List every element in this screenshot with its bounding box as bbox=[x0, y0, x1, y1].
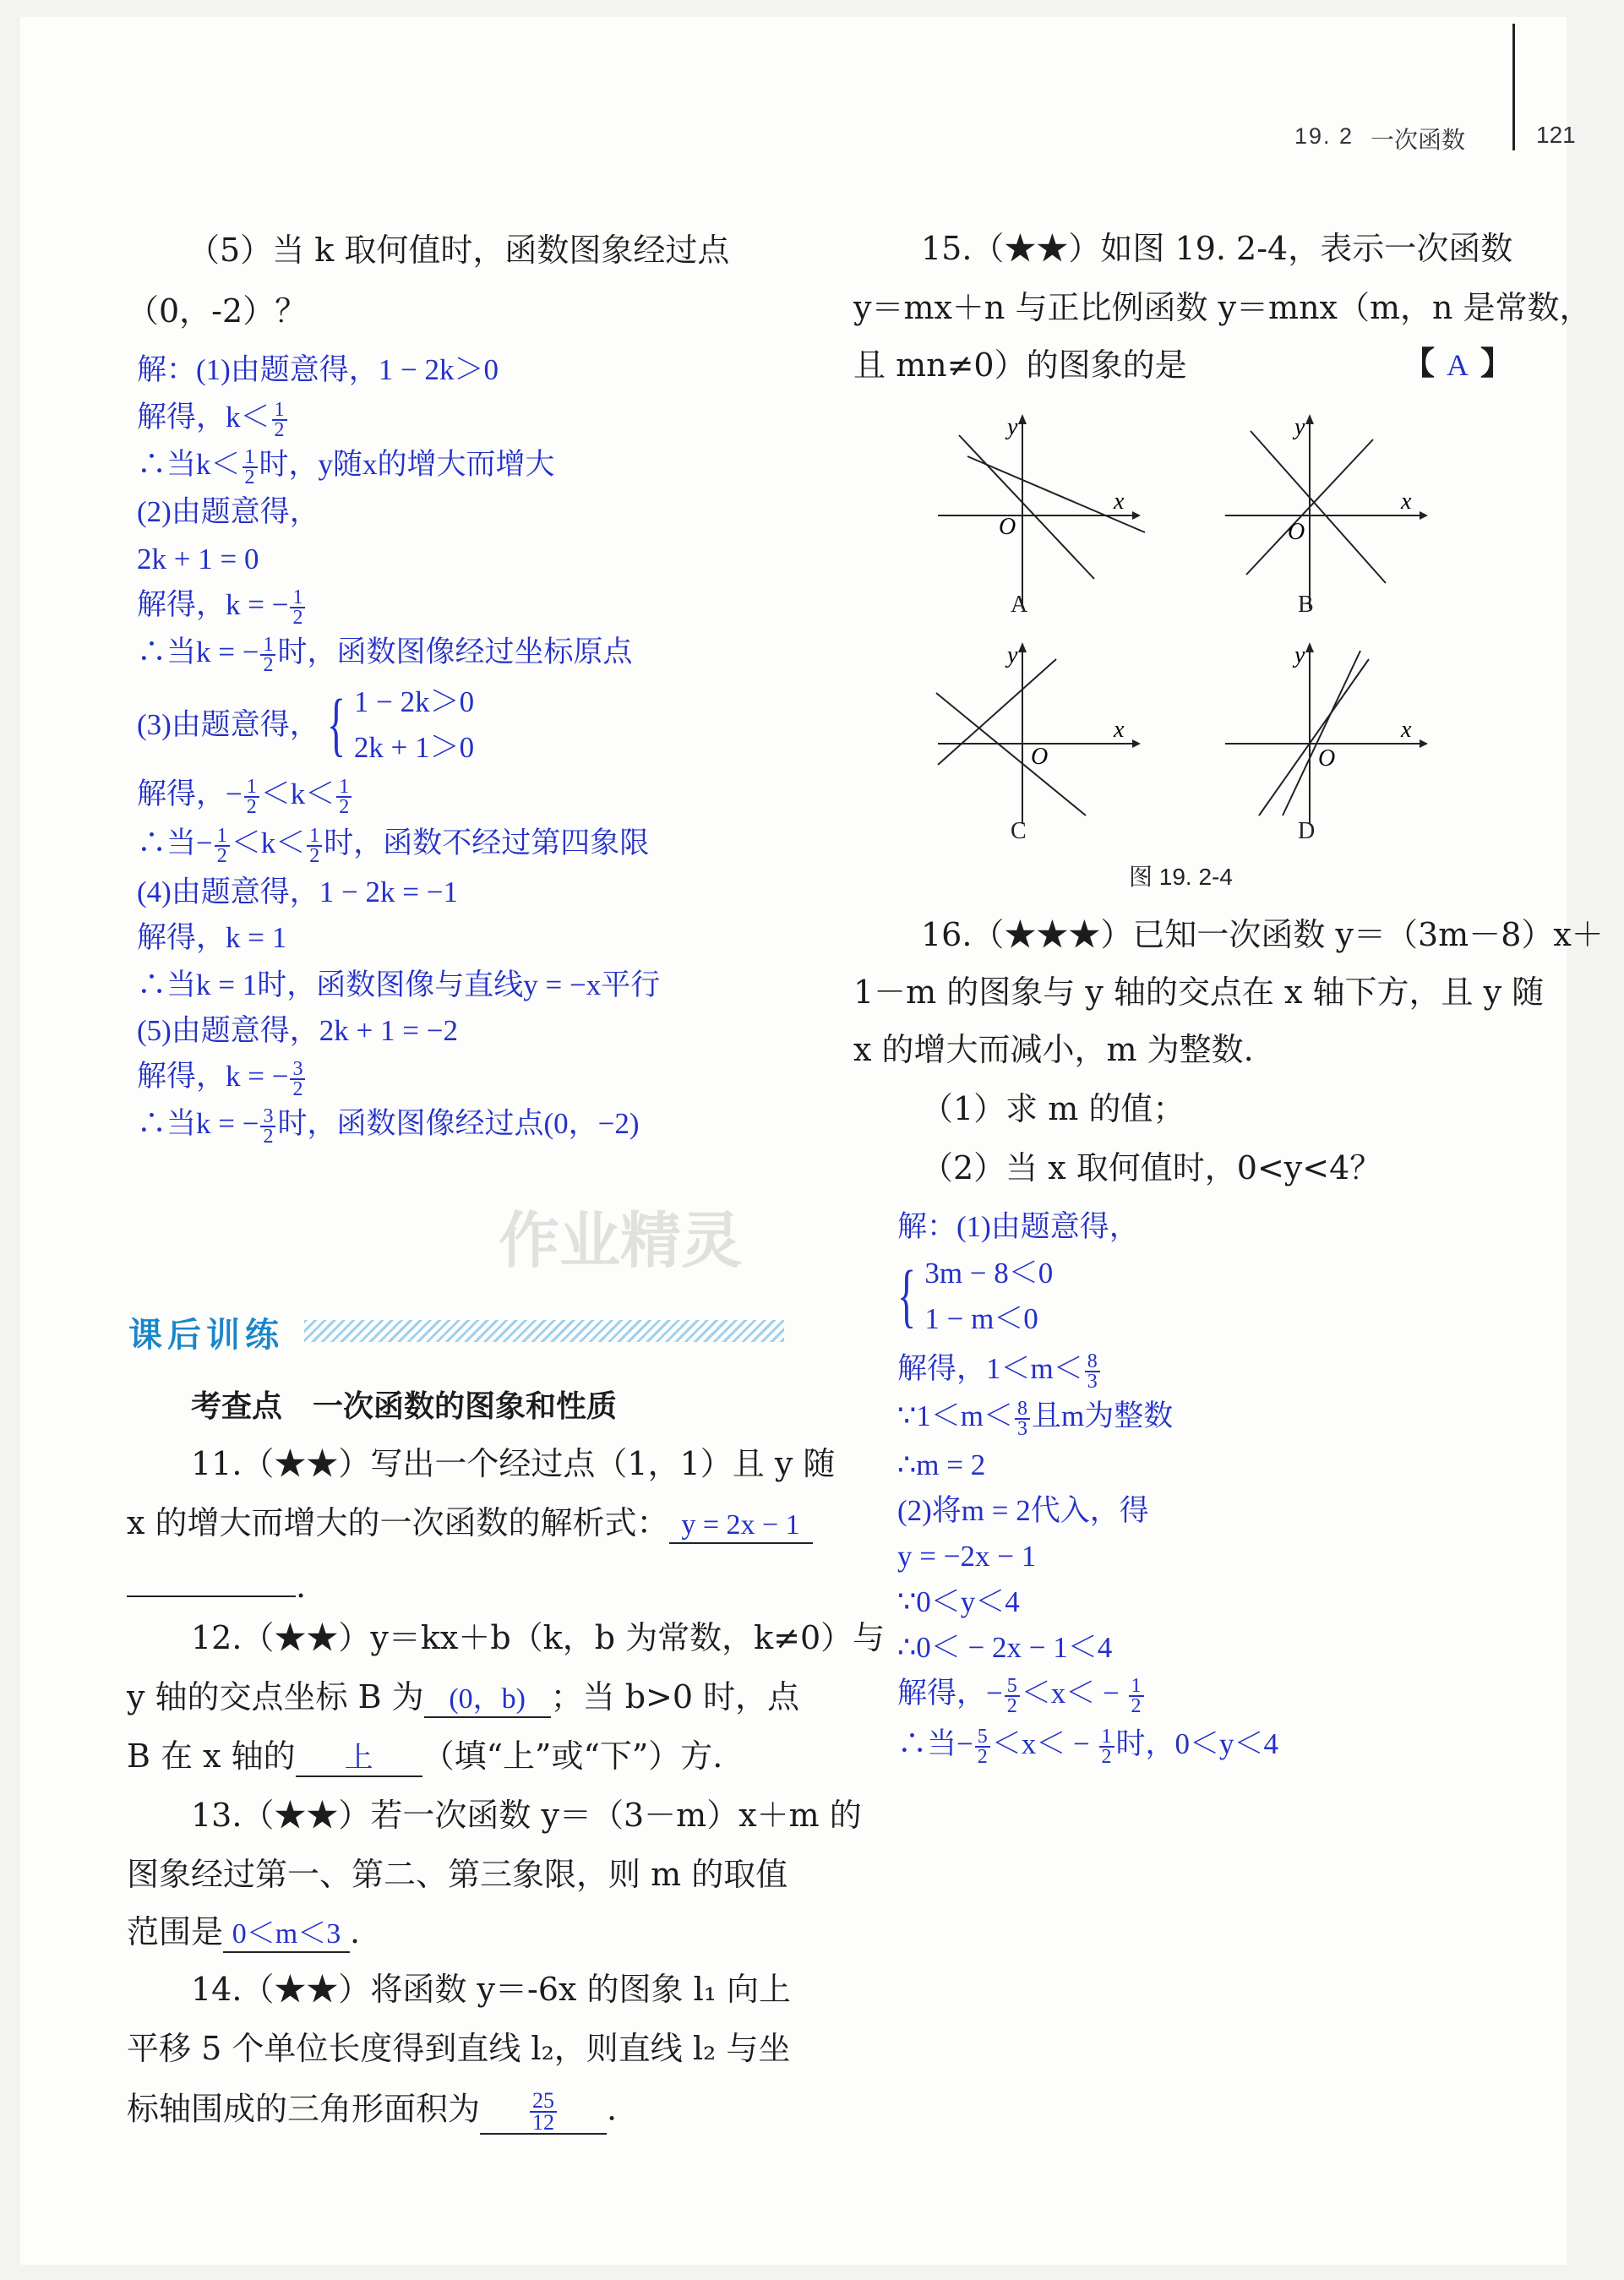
line-2 bbox=[1259, 659, 1369, 815]
y-axis-arrow bbox=[1018, 414, 1027, 424]
q16-solution-system bbox=[897, 1251, 1053, 1342]
fraction: $\frac{3}{2}$ bbox=[290, 1060, 305, 1099]
y-axis-arrow bbox=[1305, 414, 1314, 424]
y-axis-label: y bbox=[1007, 414, 1018, 440]
y-axis-label: y bbox=[1294, 414, 1305, 440]
inequality-system: { 1 − 2k＞0 2k + 1＞0 bbox=[326, 685, 475, 764]
header-section-number: 19. 2 bbox=[1294, 123, 1354, 149]
y-axis-label: y bbox=[1294, 642, 1305, 668]
q5-solution-line6: 解得，k = − $\frac{1}{2}$ bbox=[137, 588, 307, 627]
graph-a bbox=[929, 406, 1149, 617]
q16-part2: （2）当 x 取何值时，0<y<4？ bbox=[921, 1149, 1382, 1186]
q16-solution-line9: ∴0＜ − 2x − 1＜4 bbox=[897, 1631, 1113, 1664]
q5-solution-line1: 解：(1)由题意得，1 − 2k＞0 bbox=[137, 353, 499, 386]
q16-solution-line7: y = −2x − 1 bbox=[897, 1540, 1037, 1573]
q15-answer-bracket-left: 【 bbox=[1403, 344, 1436, 382]
q5-solution-line13: ∴当k = 1时，函数图像与直线y = −x平行 bbox=[137, 968, 661, 1001]
origin-label: O bbox=[1031, 744, 1049, 770]
figure-caption: 图 19. 2-4 bbox=[1129, 864, 1233, 890]
q16-solution-line1: 解：(1)由题意得， bbox=[897, 1210, 1139, 1243]
graph-b-label: B bbox=[1298, 592, 1314, 618]
origin-label: O bbox=[1318, 745, 1336, 772]
x-axis-arrow bbox=[1420, 511, 1428, 520]
line-1 bbox=[936, 693, 1086, 815]
q14-line2: 平移 5 个单位长度得到直线 l₂，则直线 l₂ 与坐 bbox=[127, 2030, 791, 2067]
q5-text-line2: （0，-2）？ bbox=[127, 292, 308, 330]
page-number: 121 bbox=[1536, 122, 1576, 148]
fraction: $\frac{3}{2}$ bbox=[260, 1107, 275, 1146]
x-axis-label: x bbox=[1401, 488, 1412, 515]
section-title-hatch-bar bbox=[304, 1320, 784, 1342]
q5-solution-line12: 解得，k = 1 bbox=[137, 921, 287, 954]
q16-line2: 1－m 的图象与 y 轴的交点在 x 轴下方，且 y 随 bbox=[853, 974, 1545, 1011]
q11-line2: x 的增大而增大的一次函数的解析式： y = 2x − 1 bbox=[127, 1506, 813, 1544]
graph-b bbox=[1217, 406, 1436, 617]
q5-solution-line11: (4)由题意得，1 − 2k = −1 bbox=[137, 875, 459, 908]
fraction: $\frac{1}{2}$ bbox=[244, 777, 259, 816]
y-axis-label: y bbox=[1007, 642, 1018, 668]
x-axis-label: x bbox=[1114, 717, 1125, 743]
q13-line2: 图象经过第一、第二、第三象限，则 m 的取值 bbox=[127, 1856, 788, 1893]
q5-solution-line15: 解得，k = − $\frac{3}{2}$ bbox=[137, 1060, 307, 1099]
q5-solution-line2: 解得，k＜ $\frac{1}{2}$ bbox=[137, 401, 289, 439]
fraction: $\frac{1}{2}$ bbox=[272, 401, 287, 439]
q5-solution-line10: ∴当− $\frac{1}{2}$ ＜k＜ $\frac{1}{2}$ 时，函数不经过第四象限 bbox=[137, 825, 650, 867]
fraction: $\frac{5}{2}$ bbox=[1005, 1677, 1020, 1715]
q11-answer-blank-continued bbox=[127, 1565, 296, 1597]
header-chapter-title: 一次函数 bbox=[1371, 127, 1466, 153]
q5-solution-line8: (3)由题意得， { 1 − 2k＞0 2k + 1＞0 bbox=[137, 679, 474, 771]
fraction: $\frac{1}{2}$ bbox=[307, 826, 322, 865]
fraction: $\frac{1}{2}$ bbox=[290, 588, 305, 627]
fraction: $\frac{1}{2}$ bbox=[260, 635, 275, 674]
line-1 bbox=[1283, 651, 1360, 815]
q16-solution-line8: ∵0＜y＜4 bbox=[897, 1585, 1020, 1618]
q16-solution-line4: ∵1＜m＜ $\frac{8}{3}$ 且m为整数 bbox=[897, 1398, 1174, 1440]
y-axis-arrow bbox=[1018, 642, 1027, 652]
q5-solution-line5: 2k + 1 = 0 bbox=[137, 543, 259, 575]
q5-solution-line7: ∴当k = − $\frac{1}{2}$ 时，函数图像经过坐标原点 bbox=[137, 634, 633, 676]
fraction: $\frac{1}{2}$ bbox=[243, 448, 258, 487]
graph-a-label: A bbox=[1011, 592, 1028, 618]
q12-answer-blank-1: (0，b) bbox=[424, 1680, 551, 1718]
q11-line1: 11.（★★）写出一个经过点（1，1）且 y 随 bbox=[191, 1445, 836, 1482]
graph-d bbox=[1217, 634, 1436, 828]
x-axis-arrow bbox=[1132, 739, 1141, 748]
graph-c-label: C bbox=[1011, 818, 1027, 844]
q15-line3: 且 mn≠0）的图象的是 bbox=[853, 346, 1187, 384]
origin-label: O bbox=[1288, 519, 1305, 545]
q16-solution-line6: (2)将m = 2代入，得 bbox=[897, 1494, 1149, 1527]
q15-line1: 15.（★★）如图 19. 2-4，表示一次函数 bbox=[921, 230, 1513, 267]
q5-solution-line4: (2)由题意得， bbox=[137, 495, 319, 528]
q14-answer-blank: $\frac{25}{12}$ bbox=[480, 2091, 607, 2135]
line-1 bbox=[959, 435, 1094, 579]
q16-solution-line10: 解得，− $\frac{5}{2}$ ＜x＜ − $\frac{1}{2}$ bbox=[897, 1677, 1146, 1715]
x-axis-label: x bbox=[1114, 488, 1125, 515]
graph-c bbox=[929, 634, 1149, 828]
fraction: $\frac{1}{2}$ bbox=[1099, 1727, 1114, 1766]
q12-line3: B 在 x 轴的 上 （填“上”或“下”）方. bbox=[127, 1739, 722, 1777]
q15-answer-bracket-right: 】 bbox=[1480, 344, 1513, 382]
fraction: $\frac{8}{3}$ bbox=[1085, 1352, 1100, 1391]
y-axis-arrow bbox=[1305, 642, 1314, 652]
section-title: 课后训练 bbox=[128, 1316, 284, 1355]
watermark-logo: 作业精灵 bbox=[499, 1205, 743, 1276]
q16-line1: 16.（★★★）已知一次函数 y＝（3m－8）x＋ bbox=[921, 916, 1604, 953]
q5-text-line1: （5）当 k 取何值时，函数图象经过点 bbox=[188, 232, 730, 269]
q12-answer-blank-2: 上 bbox=[296, 1739, 422, 1777]
q15-answer: A bbox=[1447, 348, 1469, 382]
fraction: $\frac{1}{2}$ bbox=[215, 826, 230, 865]
q13-answer-blank: 0＜m＜3 bbox=[223, 1915, 350, 1953]
x-axis-arrow bbox=[1132, 511, 1141, 520]
q15-line2: y＝mx＋n 与正比例函数 y＝mnx（m，n 是常数， bbox=[853, 289, 1592, 326]
q5-solution-line3: ∴当k＜ $\frac{1}{2}$ 时，y随x的增大而增大 bbox=[137, 446, 555, 488]
inequality-system: { 3m − 8＜0 1 − m＜0 bbox=[897, 1257, 1054, 1335]
q12-line2: y 轴的交点坐标 B 为 (0，b) ；当 b>0 时，点 bbox=[127, 1680, 799, 1718]
q5-solution-line14: (5)由题意得，2k + 1 = −2 bbox=[137, 1014, 459, 1047]
q11-line3: . bbox=[127, 1565, 306, 1603]
fraction: $\frac{1}{2}$ bbox=[1129, 1677, 1144, 1715]
q5-solution-line16: ∴当k = − $\frac{3}{2}$ 时，函数图像经过点(0，−2) bbox=[137, 1105, 640, 1148]
q16-part1: （1）求 m 的值； bbox=[921, 1090, 1185, 1127]
line-1 bbox=[1251, 431, 1386, 583]
graph-d-label: D bbox=[1298, 818, 1316, 844]
q16-solution-line11: ∴当− $\frac{5}{2}$ ＜x＜ − $\frac{1}{2}$ 时，0＜y＜4 bbox=[897, 1726, 1279, 1768]
header-vertical-rule bbox=[1512, 24, 1515, 150]
q11-answer-blank: y = 2x − 1 bbox=[669, 1506, 813, 1544]
q16-line3: x 的增大而减小，m 为整数. bbox=[853, 1031, 1254, 1068]
q16-solution-line3: 解得，1＜m＜ $\frac{8}{3}$ bbox=[897, 1352, 1102, 1391]
q14-line1: 14.（★★）将函数 y＝-6x 的图象 l₁ 向上 bbox=[191, 1971, 792, 2008]
q14-line3: 标轴围成的三角形面积为 $\frac{25}{12}$ . bbox=[127, 2088, 618, 2135]
topic-subheading: 考查点 一次函数的图象和性质 bbox=[191, 1389, 618, 1424]
origin-label: O bbox=[999, 514, 1016, 540]
q12-line1: 12.（★★）y＝kx＋b（k，b 为常数，k≠0）与 bbox=[191, 1619, 886, 1656]
x-axis-arrow bbox=[1420, 739, 1428, 748]
fraction: $\frac{8}{3}$ bbox=[1015, 1399, 1030, 1438]
q13-line3: 范围是 0＜m＜3 . bbox=[127, 1915, 360, 1953]
fraction: $\frac{5}{2}$ bbox=[975, 1727, 990, 1766]
q16-solution-line5: ∴m = 2 bbox=[897, 1448, 986, 1481]
fraction: $\frac{1}{2}$ bbox=[336, 777, 352, 816]
x-axis-label: x bbox=[1401, 717, 1412, 743]
q5-solution-line9: 解得，− $\frac{1}{2}$ ＜k＜ $\frac{1}{2}$ bbox=[137, 777, 353, 816]
q13-line1: 13.（★★）若一次函数 y＝（3－m）x＋m 的 bbox=[191, 1797, 862, 1834]
